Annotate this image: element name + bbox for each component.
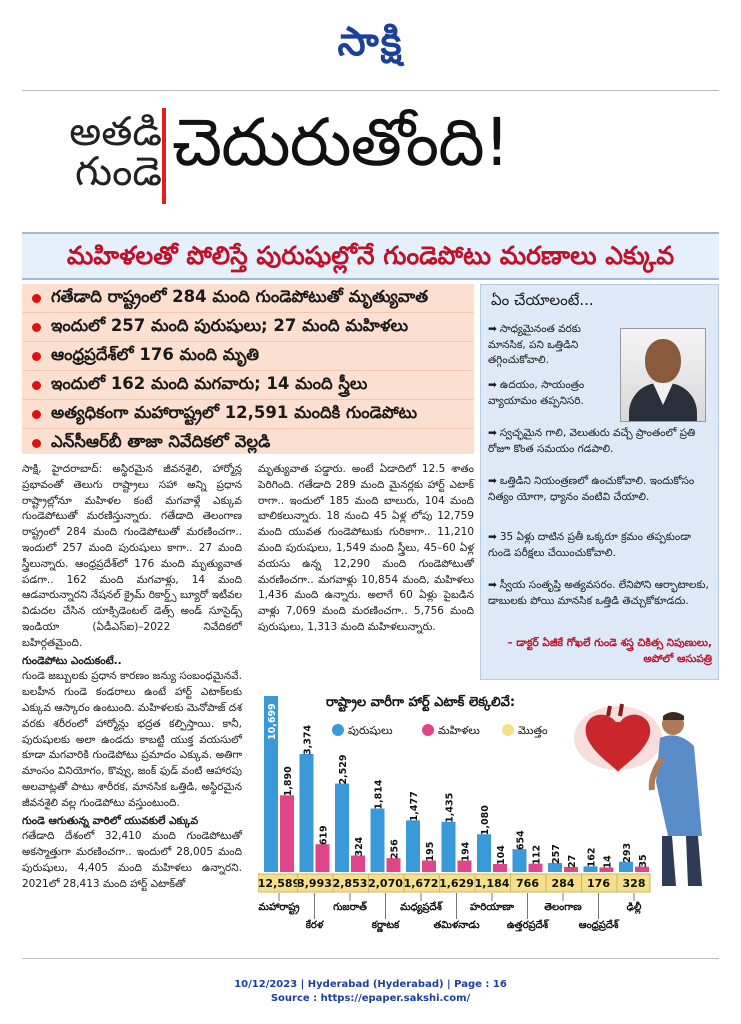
arrow-icon: ➡: [488, 427, 497, 439]
chart-title: రాష్ట్రాల వారీగా హార్ట్‌ ఎటాక్‌ లెక్కలివే:: [326, 695, 516, 710]
fact-item: ఇందులో 162 మంది మగవారు; 14 మంది స్త్రీలు: [22, 371, 474, 400]
bar-men: [477, 834, 491, 872]
doctor-photo: [620, 328, 706, 422]
bullet-icon: [32, 439, 41, 448]
article-paragraph: సాక్షి, హైదరాబాద్‌: అస్థిరమైన జీవనశైలి, హార్మోన్ల ప్రభావంతో తెలుగు రాష్ట్రాలు సహా అన్ని ప్రధాన రాష్ట్రాల్లోనూ మహిళల కంటే మగవాళ్లే ఎక్కువ గుండెపోటుతో మరణిస్తున్నారు. గతేడాది తెలంగాణ రాష్ట్రంలో 284 మంది గుండెపోటుతో మరణించగా.. ఇందులో 257 మంది పురుషులు కాగా.. 27 మంది స్త్రీలున్నారు. ఆంధ్రప్రదేశ్‌లో 176 మంది మృత్యువాత పడగా.. 162 మంది మగవాళ్లు, 14 మంది ఆడవారున్నారని నేషనల్‌ క్రైమ్‌ రికార్డ్స్‌ బ్యూరో ఇటీవల విడుదల చేసిన యాక్సిడెంటల్‌ డెత్స్‌ అండ్‌ సూసైడ్స్‌ ఇండియా (ఏడీఎస్‌ఐ)–2022 నివేదికలో బహిర్గతమైంది.: [22, 463, 242, 649]
advice-item: ➡ 35 ఏళ్లు దాటిన ప్రతీ ఒక్కరూ క్రమం తప్పకుండా గుండె పరీక్షలు చేయించుకోవాలి.: [488, 531, 691, 559]
newspaper-logo: సాక్షి: [337, 19, 404, 65]
subheadline-band: [22, 232, 719, 280]
state-wise-chart: [258, 686, 719, 942]
bar-label-men: 1,477: [409, 791, 420, 822]
footer-source: Source : https://epaper.sakshi.com/: [270, 993, 471, 1004]
total-value: 284: [551, 877, 575, 890]
total-value: 1,629: [439, 877, 474, 890]
bar-men: [335, 784, 349, 872]
bar-men: [442, 822, 456, 872]
bar-label-women: 27: [567, 854, 578, 868]
key-facts-box: [22, 284, 474, 454]
bar-men: [371, 809, 385, 872]
total-value: 2,853: [332, 877, 368, 890]
chart-totals-row: [258, 874, 650, 892]
bar-label-women: 194: [460, 841, 472, 862]
article-subheading: గుండె ఆగుతున్న వారిలో యువకులే ఎక్కువ: [22, 814, 199, 827]
bullet-icon: [32, 381, 41, 390]
bar-label-men: 2,529: [338, 754, 349, 785]
total-value: 328: [622, 877, 646, 890]
article-paragraph: గుండె జబ్బులకు ప్రధాన కారణం జన్యు సంబంధమైనవే. బలహీన గుండె కండరాలు ఉంటే హార్ట్‌ ఎటాక్‌లకు ఎక్కువ ఆస్కారం ఉంటుంది. మహిళలకు మెనోపాజ్‌ దశ వరకు శరీరంలో హార్మోన్లు భద్రత కల్పిస్తాయి. కానీ, పురుషులకు అలా ఉండదు కాబట్టి యుక్త వయసులో కూడా మగవారికి గుండెపోటు ప్రమాదం ఎక్కువ. అతిగా మాంసం వినియోగం, కొవ్వు, జంక్‌ ఫుడ్‌ వంటి ఆహారపు అలవాట్లతో పాటు శారీరక, మానసిక ఒత్తిడి, అస్థిరమైన జీవనశైలి వల్ల గుండెపోటు వస్తుంటుంది.: [22, 670, 242, 809]
legend-swatch: [332, 724, 344, 736]
legend-swatch: [502, 724, 514, 736]
category-label: తెలంగాణ: [544, 902, 582, 913]
bar-label-men: 162: [586, 847, 598, 868]
category-label: ఢిల్లీ: [626, 902, 642, 913]
category-label: కర్ణాటక: [371, 920, 400, 931]
kicker-line-1: అతడి: [69, 109, 162, 155]
bar-label-women: 1,890: [283, 766, 294, 797]
total-value: 1,672: [403, 877, 439, 890]
bar-label-men: 293: [622, 842, 633, 863]
bar-label-men: 1,814: [373, 779, 385, 810]
article-paragraph: గతేడాది దేశంలో 32,410 మంది గుండెపోటుతో అకస్మాత్తుగా మరణించగా.. ఇందులో 28,005 మంది పురుషులు, 4,405 మంది మహిళలు ఉన్నారని. 2021లో 28,413 మంది హార్ట్‌ ఎటాక్‌తో: [22, 830, 242, 890]
bar-label-women: 112: [531, 844, 543, 865]
fact-item: ఎన్‌సీఆర్‌బీ తాజా నివేదికలో వెల్లడి: [22, 429, 474, 457]
masthead: [0, 0, 741, 84]
bar-label-men: 10,699: [267, 703, 278, 740]
advice-item: ➡ ఒత్తిడిని నియంత్రణలో ఉంచుకోవాలి. ఇందుకోసం నిత్యం యోగా, ధ్యానం వంటివి చేయాలి.: [488, 475, 695, 503]
bar-label-women: 195: [425, 841, 436, 862]
bullet-icon: [32, 294, 41, 303]
category-label: గుజరాత్‌: [333, 902, 367, 913]
subheadline: మహిళలతో పోలిస్తే పురుషుల్లోనే గుండెపోటు మరణాలు ఎక్కువ: [66, 241, 675, 270]
kicker-line-2: గుండె: [74, 149, 162, 195]
main-headline: చెదురుతోంది!: [172, 104, 510, 181]
category-label: ఆంధ్రప్రదేశ్‌: [578, 920, 619, 931]
advice-item: ➡ స్వీయ సంతృప్తి అత్యవసరం. లేనిపోని ఆర్భాటాలకు, డాబులకు పోయి మానసిక ఒత్తిడి తెచ్చుకోకూడదు.: [488, 579, 709, 607]
bar-men: [406, 820, 420, 872]
bar-label-women: 104: [496, 845, 507, 865]
arrow-icon: ➡: [488, 323, 497, 335]
total-value: 3,993: [297, 877, 332, 890]
chart-canvas: [258, 686, 719, 942]
bar-women: [351, 856, 365, 872]
legend-label: పురుషులు: [348, 724, 393, 737]
top-rule: [22, 90, 719, 91]
footer-dateline: 10/12/2023 | Hyderabad (Hyderabad) | Page : 16: [234, 979, 507, 990]
fact-item: ఇందులో 257 మంది పురుషులు; 27 మంది మహిళలు: [22, 313, 474, 342]
advice-item: ➡ స్వచ్ఛమైన గాలి, వెలుతురు వచ్చే ప్రాంతంలో ప్రతి రోజూ కొంత సమయం గడపాలి.: [488, 427, 696, 455]
bar-label-women: 619: [318, 825, 330, 846]
category-label: హరియాణా: [470, 902, 514, 913]
headline-divider: [162, 108, 166, 204]
bottom-rule: [22, 958, 719, 959]
bar-label-men: 257: [551, 844, 562, 865]
category-label: కేరళ: [305, 920, 324, 931]
legend-swatch: [422, 724, 434, 736]
fact-item: ఆంధ్రప్రదేశ్‌లో 176 మంది మృతి: [22, 342, 474, 371]
bar-label-women: 14: [602, 855, 614, 869]
bar-women: [387, 858, 401, 872]
advice-item: ➡ ఉదయం, సాయంత్రం వ్యాయామం తప్పనిసరి.: [488, 379, 585, 407]
sidebar-title: ఏం చేయాలంటే...: [491, 291, 594, 309]
bar-women: [280, 795, 294, 872]
page-footer: [0, 978, 741, 1006]
category-label: మధ్యప్రదేశ్‌: [400, 902, 442, 913]
category-label: ఉత్తరప్రదేశ్‌: [506, 920, 549, 931]
total-value: 176: [587, 877, 610, 890]
article-column-1: [22, 462, 242, 893]
bullet-icon: [32, 410, 41, 419]
arrow-icon: ➡: [488, 579, 497, 591]
expert-attribution: – డాక్టర్‌ ఏజీకే గోఖలే గుండె శస్త్ర చికిత్స నిపుణులు, అపోలో ఆసుపత్రి: [507, 637, 712, 665]
total-value: 2,070: [368, 877, 403, 890]
arrow-icon: ➡: [488, 475, 497, 487]
legend-label: మహిళలు: [438, 724, 480, 737]
legend-label: మొత్తం: [518, 724, 548, 737]
bar-label-men: 3,374: [302, 724, 314, 755]
bar-label-women: 35: [638, 854, 649, 868]
bar-men: [300, 754, 314, 872]
bar-label-women: 324: [354, 836, 365, 857]
arrow-icon: ➡: [488, 379, 497, 391]
category-label: తమిళనాడు: [433, 920, 480, 931]
bar-women: [316, 844, 330, 872]
total-value: 12,589: [258, 877, 301, 890]
bar-men: [513, 849, 527, 872]
total-value: 1,184: [474, 877, 510, 890]
advice-item: ➡ సాధ్యమైనంత వరకు మానసిక, పని ఒత్తిడిని తగ్గించుకోవాలి.: [488, 323, 581, 366]
bar-label-men: 1,435: [444, 792, 456, 823]
total-value: 766: [516, 877, 539, 890]
fact-item: గతేడాది రాష్ట్రంలో 284 మంది గుండెపోటుతో మృత్యువాత: [22, 284, 474, 313]
headline-kicker: [22, 109, 162, 195]
bar-label-men: 654: [515, 830, 527, 851]
bullet-icon: [32, 323, 41, 332]
bullet-icon: [32, 352, 41, 361]
bar-label-men: 1,080: [480, 805, 491, 836]
arrow-icon: ➡: [488, 531, 497, 543]
article-column-2: మృత్యువాత పడ్డారు. అంటే ఏడాదిలో 12.5 శాతం పెరిగింది. గతేడాది 289 మంది మైనర్లకు హార్ట్‌ ఎటాక్‌ రాగా.. ఇందులో 185 మంది బాలురు, 104 మంది బాలికలున్నారు. 18 నుంచి 45 ఏళ్ల లోపు 12,759 మంది యువత గుండెపోటుకు గురికాగా.. 11,210 మంది పురుషులు, 1,549 మంది స్త్రీలు, 45–60 ఏళ్ల వయసు ఉన్న 12,290 మంది గుండెపోటుతో మరణించగా.. మగవాళ్లు 10,854 మంది, మహిళలు 1,436 మంది ఉన్నారు. అలాగే 60 ఏళ్లు పైబడిన వాళ్లు 7,069 మంది మరణించగా.. 5,756 మంది పురుషులు, 1,313 మంది మహిళలున్నారు.: [258, 463, 474, 633]
fact-item: అత్యధికంగా మహారాష్ట్రలో 12,591 మందికి గుండెపోటు: [22, 400, 474, 429]
category-label: మహారాష్ట్ర: [258, 902, 300, 913]
bar-label-women: 256: [389, 839, 401, 860]
article-subheading: గుండెపోటు ఎందుకంటే..: [22, 654, 122, 667]
